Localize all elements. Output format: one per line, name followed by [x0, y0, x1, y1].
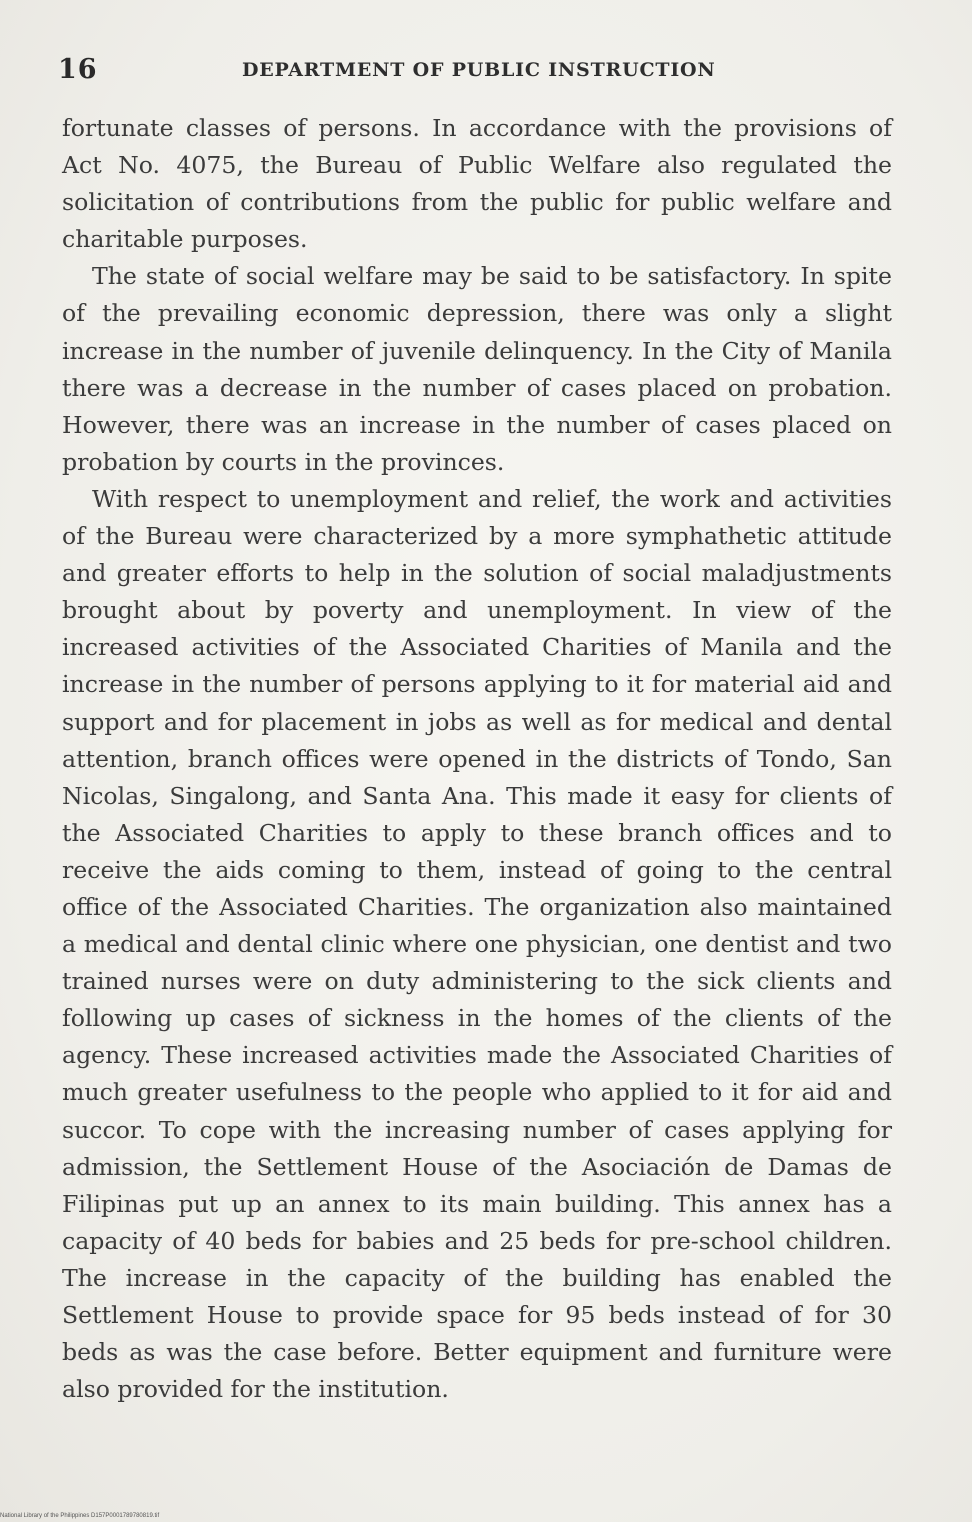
source-footer-note: National Library of the Philippines D157P0001789780819.tif: [0, 1513, 160, 1519]
paragraph-continuation: fortunate classes of persons. In accordance with the provisions of Act No. 4075, the Bureau of Public Welfare also regulated the solicitation of contributions from the public for public welfare and charitable purposes.: [62, 114, 892, 254]
paragraph-social-welfare: The state of social welfare may be said to be satisfactory. In spite of the prevailing economic depression, there was only a slight increase in the number of juvenile delinquency. In the City of Manila there was a decrease in the number of cases placed on probation. However, there was an increase in the number of cases placed on probation by courts in the provinces.: [62, 262, 892, 476]
paragraph-unemployment-relief: With respect to unemployment and relief, the work and activities of the Bureau were characterized by a more symphathetic attitude and greater efforts to help in the solution of social maladjustments brought about by poverty and unemployment. In view of the increased activities of the Associated Charities of Manila and the increase in the number of persons applying to it for material aid and support and for placement in jobs as well as for medical and dental attention, branch offices were opened in the districts of Tondo, San Nicolas, Singalong, and Santa Ana. This made it easy for clients of the Associated Charities to apply to these branch offices and to receive the aids coming to them, instead of going to the central office of the Associated Charities. The organization also maintained a medical and dental clinic where one physician, one dentist and two trained nurses were on duty administering to the sick clients and following up cases of sickness in the homes of the clients of the agency. These increased activities made the Associated Charities of much greater usefulness to the people who applied to it for aid and succor. To cope with the increasing number of cases applying for admission, the Settlement House of the Asociación de Damas de Filipinas put up an annex to its main building. This annex has a capacity of 40 beds for babies and 25 beds for pre-school children. The increase in the capacity of the building has enabled the Settlement House to provide space for 95 beds instead of for 30 beds as was the case before. Better equipment and furniture were also provided for the institution.: [62, 484, 892, 1404]
page-header: [58, 54, 898, 94]
body-text: [62, 110, 892, 1408]
running-head: DEPARTMENT OF PUBLIC INSTRUCTION: [242, 59, 716, 81]
page-number: 16: [58, 54, 98, 85]
